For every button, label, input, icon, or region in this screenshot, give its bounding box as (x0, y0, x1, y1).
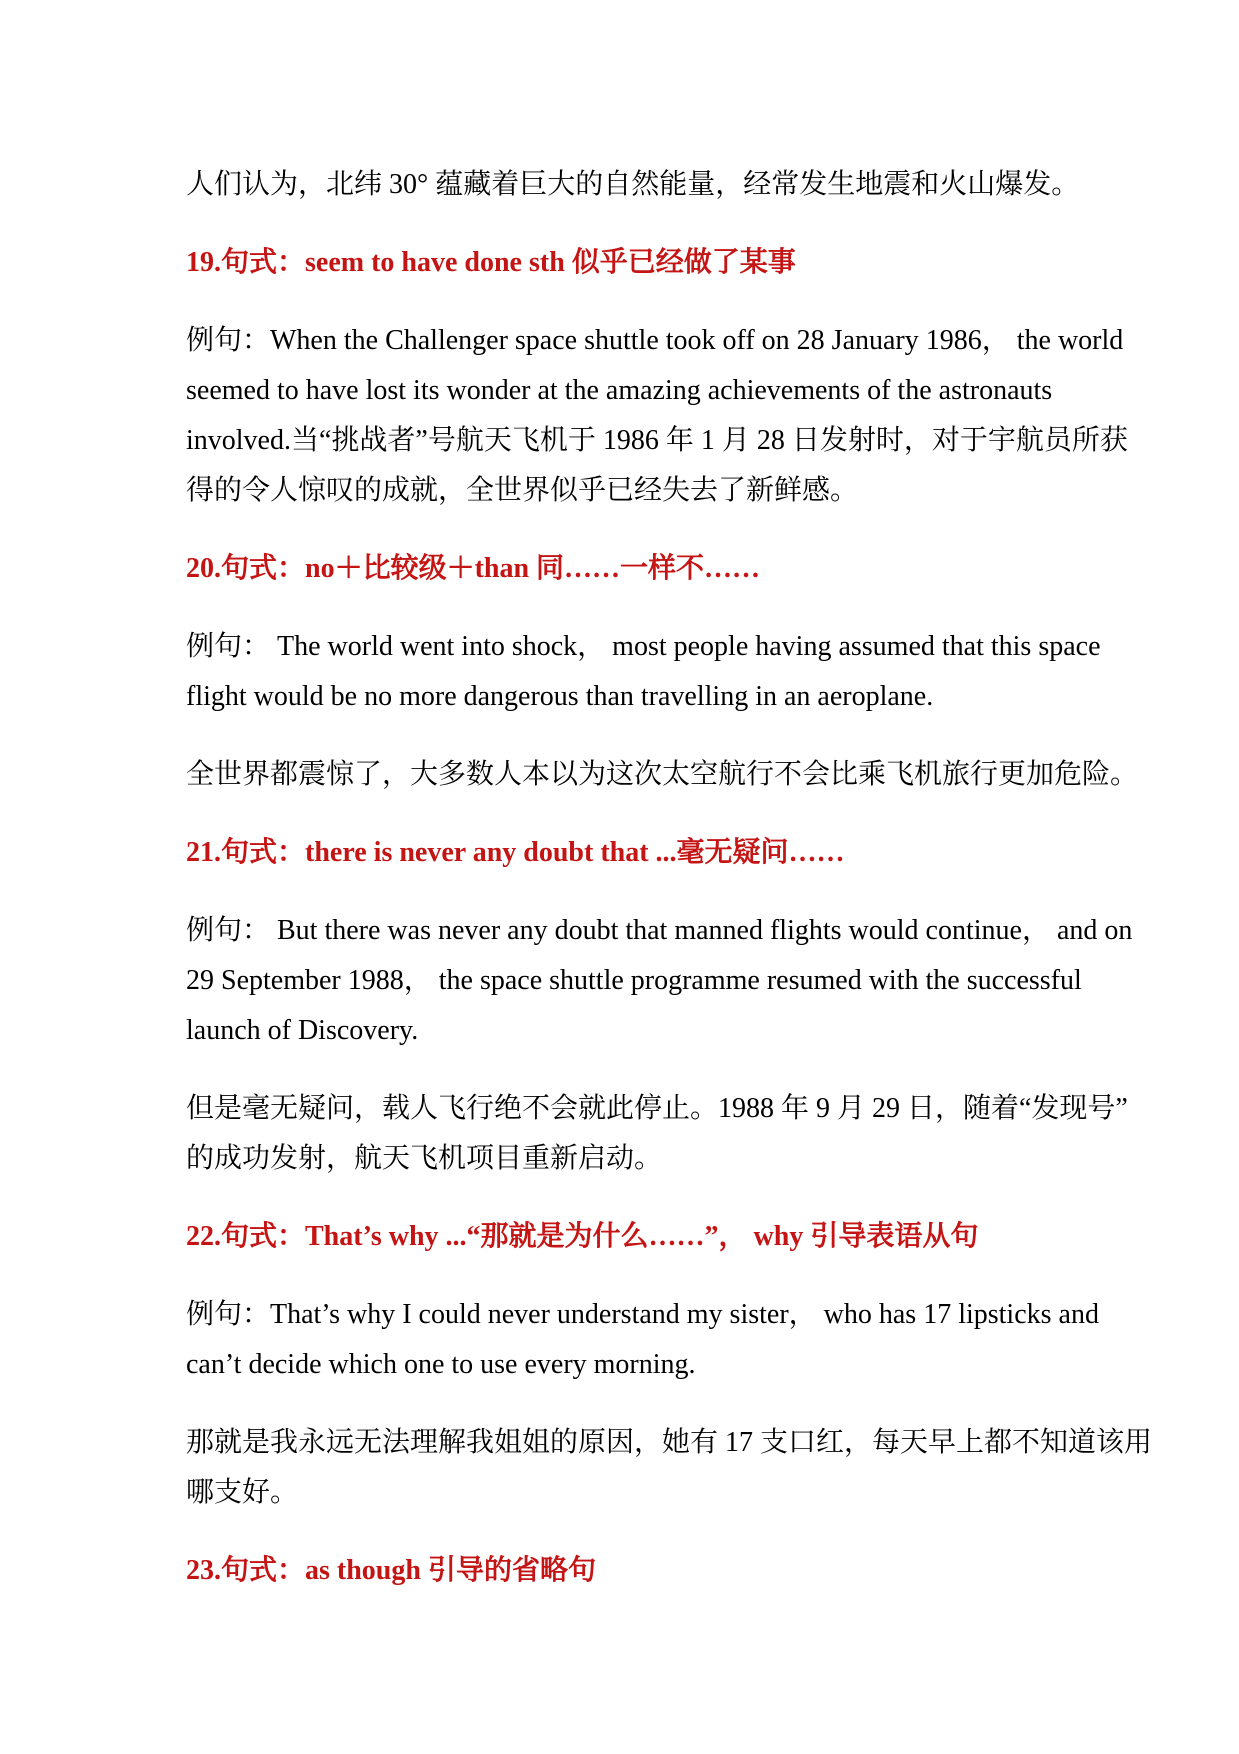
text-line: 22.句式：That’s why ...“那就是为什么……”， why 引导表语从句 (186, 1221, 979, 1252)
text-line: 但是毫无疑问，载人飞行绝不会就此停止。1988 年 9 月 29 日，随着“发现号” (186, 1093, 1128, 1124)
text-line: 21.句式：there is never any doubt that ...毫无疑问…… (186, 837, 845, 868)
text-line: 人们认为，北纬 30° 蕴藏着巨大的自然能量，经常发生地震和火山爆发。 (186, 169, 1080, 200)
heading-pattern-20 (186, 544, 1089, 594)
text-line: can’t decide which one to use every morning. (186, 1349, 696, 1380)
translation-22-paragraph (186, 1418, 1153, 1518)
text-line: flight would be no more dangerous than travelling in an aeroplane. (186, 681, 934, 712)
heading-pattern-21 (186, 828, 1089, 878)
example-21-paragraph (186, 906, 1133, 1056)
example-20-paragraph (186, 622, 1101, 722)
text-line: 例句：That’s why I could never understand my sister， who has 17 lipsticks and (186, 1299, 1099, 1330)
translation-21-paragraph (186, 1084, 1128, 1184)
text-line: 的成功发射，航天飞机项目重新启动。 (186, 1143, 663, 1174)
text-line: seemed to have lost its wonder at the amazing achievements of the astronauts (186, 375, 1053, 406)
text-line: 全世界都震惊了，大多数人本以为这次太空航行不会比乘飞机旅行更加危险。 (186, 759, 1139, 790)
text-line: 哪支好。 (186, 1477, 299, 1508)
text-line: 19.句式：seem to have done sth 似乎已经做了某事 (186, 247, 796, 278)
translation-20-paragraph (186, 750, 1139, 800)
text-line: 得的令人惊叹的成就，全世界似乎已经失去了新鲜感。 (186, 475, 859, 506)
text-line: 那就是我永远无法理解我姐姐的原因，她有 17 支口红，每天早上都不知道该用 (186, 1427, 1153, 1458)
example-19-paragraph (186, 316, 1128, 516)
text-line: 29 September 1988， the space shuttle programme resumed with the successful (186, 965, 1082, 996)
text-line: 例句： The world went into shock， most people having assumed that this space (186, 631, 1101, 662)
heading-pattern-19 (186, 238, 1089, 288)
text-line: 例句： But there was never any doubt that manned flights would continue， and on (186, 915, 1133, 946)
example-22-paragraph (186, 1290, 1099, 1390)
document-content (186, 160, 1153, 1596)
text-line: involved.当“挑战者”号航天飞机于 1986 年 1 月 28 日发射时，对于宇航员所获 (186, 425, 1128, 456)
text-line: 例句：When the Challenger space shuttle took off on 28 January 1986， the world (186, 325, 1124, 356)
heading-pattern-22 (186, 1212, 1089, 1262)
text-line: launch of Discovery. (186, 1015, 419, 1046)
intro-translation-paragraph (186, 160, 1089, 210)
text-line: 20.句式：no＋比较级＋than 同……一样不…… (186, 553, 761, 584)
text-line: 23.句式：as though 引导的省略句 (186, 1555, 596, 1586)
heading-pattern-23 (186, 1546, 1089, 1596)
